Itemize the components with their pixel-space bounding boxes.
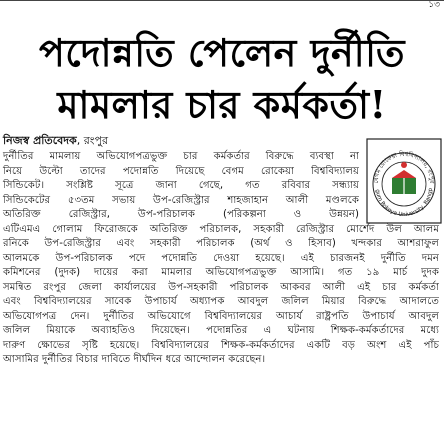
article-line: নিয়ে উল্টো তাদের পদোন্নতি দিয়েছে বেগম রোকেয়া বিশ্ববিদ্যালয় xyxy=(3,165,359,177)
page-number: ১৩ xyxy=(428,0,440,10)
article-line: জলিল মিয়াকে অব্যাহতিও দিয়েছেন। পদোন্নতির এ ঘটনায় শিক্ষক-কর্মকর্তাদের মধ্যে xyxy=(3,325,439,336)
article-line: আলমকে উপ-পরিচালক পদে পদোন্নতি দেওয়া হয়েছে। এই চারজনই দুর্নীতি দমন xyxy=(3,252,439,264)
byline-separator: , xyxy=(76,134,84,147)
article-line: আসামির দুর্নীতির বিচার দাবিতে দীর্ঘদিন ধরে আন্দোলন করেছেন। xyxy=(3,354,266,365)
article-line: এবং বিশ্ববিদ্যালয়ের সাবেক উপাচার্য অধ্যাপক আবদুল জলিল মিয়ার বিরুদ্ধে আদালতে xyxy=(3,296,439,307)
article-line: অতিরিক্ত রেজিস্ট্রার, উপ-পরিচালক (পরিকল্পনা ও উন্নয়ন) xyxy=(3,209,359,220)
logo-top-text: বেগম রোকেয়া বিশ্ববিদ্যালয়, রংপুর xyxy=(372,150,436,184)
logo-bottom-text: gum Rokeya University, Rangp xyxy=(373,187,435,219)
headline-line-1: পদোন্নতি পেলেন দুর্নীতি xyxy=(39,30,405,75)
byline-place: রংপুর xyxy=(83,134,109,147)
article-line: এটিএমএ গোলাম ফিরোজকে অতিরিক্ত পরিচালক, সহকারী রেজিস্ট্রার মোর্শেদ উল আলম xyxy=(3,223,439,235)
top-rule xyxy=(0,0,444,1)
university-logo xyxy=(366,138,442,224)
article-line: কমিশনের (দুদক) দায়ের করা মামলার অভিযোগপত্রভুক্ত আসামি। গত ১৯ মার্চ দুদক xyxy=(3,267,439,278)
article-line: দুর্নীতির মামলায় অভিযোগপত্রভুক্ত চার কর্মকর্তার বিরুদ্ধে ব্যবস্থা না xyxy=(3,151,359,162)
top-bar xyxy=(0,0,444,10)
article-line: দারুণ ক্ষোভের সৃষ্টি হয়েছে। বিশ্ববিদ্যালয়ের শিক্ষক-কর্মকর্তাদের একটি বড় অংশ এই পাঁচ xyxy=(3,339,439,351)
article-line: সিন্ডিকেটের ৫৩তম সভায় উপ-রেজিস্ট্রার শাহজাহান আলী মণ্ডলকে xyxy=(3,194,359,206)
byline xyxy=(3,132,108,151)
article-line: সমন্বিত রংপুর জেলা কার্যালয়ের উপ-সহকারী পরিচালক আকবর আলী এই চার কর্মকর্তা xyxy=(3,281,439,293)
article-line: রনিকে উপ-রেজিস্ট্রার এবং সহকারী পরিচালক (অর্থ ও হিসাব) খন্দকার আশরাফুল xyxy=(3,238,439,249)
headline-line-2: মামলার চার কর্মকর্তা! xyxy=(57,82,387,127)
reporter-name: নিজস্ব প্রতিবেদক xyxy=(3,134,77,147)
article-line: অভিযোগপত্র দেন। দুর্নীতির অভিযোগে বিশ্ববিদ্যালয়ের আচার্য রাষ্ট্রপতি উপাচার্য আবদুল xyxy=(3,310,439,322)
logo-sun-shape xyxy=(401,162,407,168)
article-line: সিন্ডিকেট। সংশ্লিষ্ট সূত্রে জানা গেছে, গত রবিবার সন্ধ্যায় xyxy=(3,180,359,191)
